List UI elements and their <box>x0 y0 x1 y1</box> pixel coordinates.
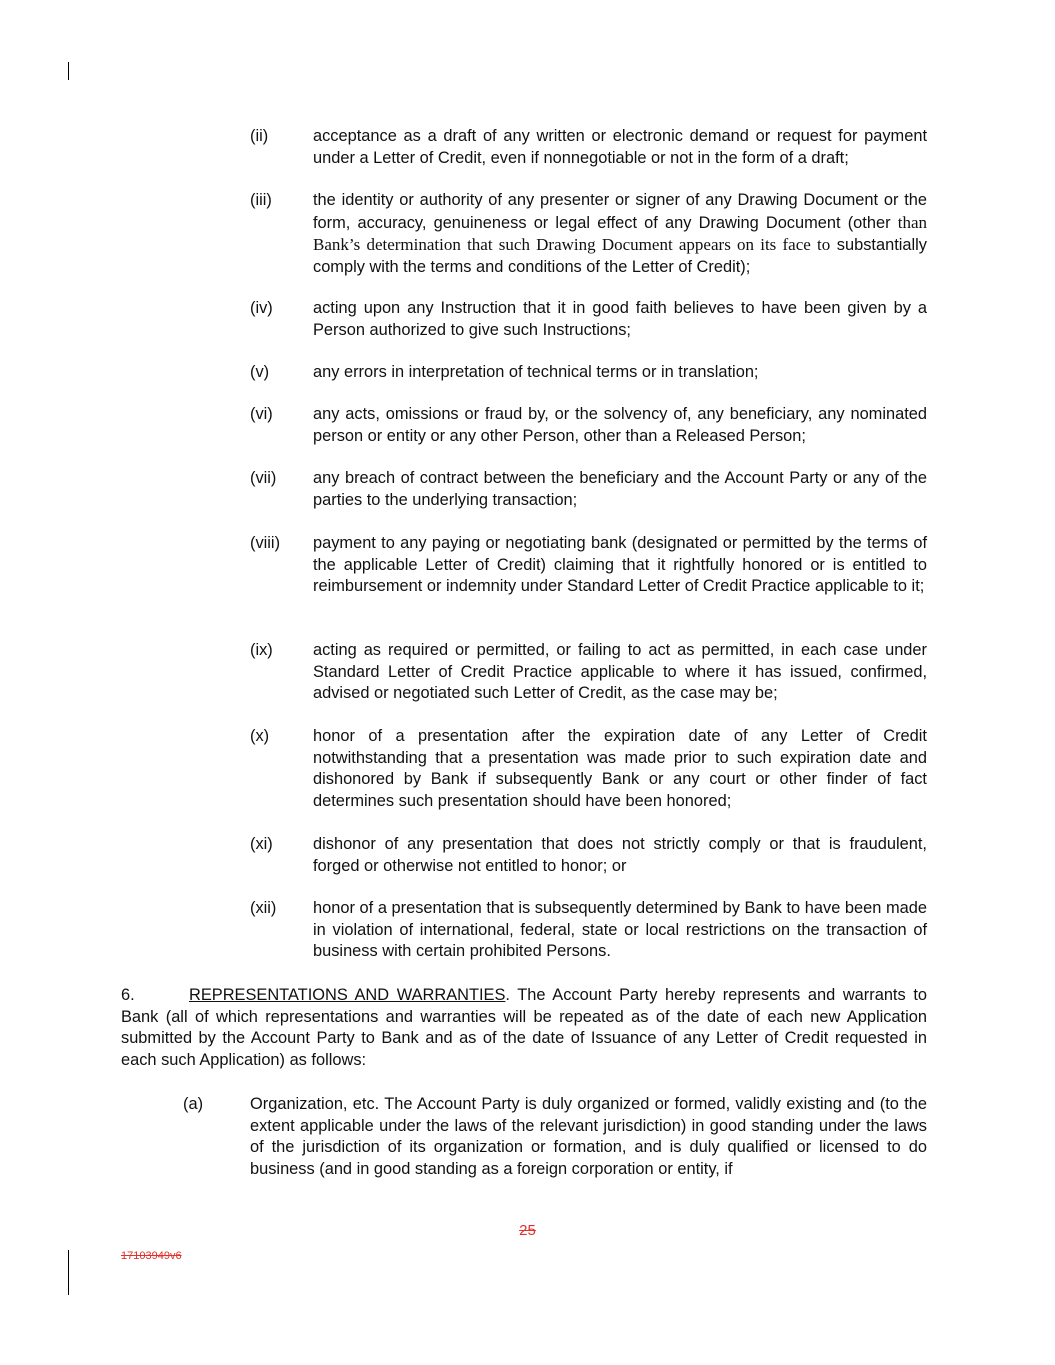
item-text: dishonor of any presentation that does not strictly comply or that is fraudulent, forged or otherwise not entitled to honor; or <box>313 835 927 875</box>
list-item-x <box>250 726 927 812</box>
item-number: (iv) <box>250 299 273 317</box>
item-number: (vii) <box>250 469 277 487</box>
section-heading: REPRESENTATIONS AND WARRANTIES <box>189 986 506 1004</box>
item-number: (viii) <box>250 534 281 552</box>
subitem-a <box>183 1094 927 1180</box>
section-6 <box>121 985 927 1071</box>
subitem-text: Organization, etc. The Account Party is duly organized or formed, validly existing and (to the extent applicable under the laws of the relevant jurisdiction) in good standing under the laws of the jurisdiction of its organization or formation, and is duly qualified or licensed to do business (and in good standing as a foreign corporation or entity, if <box>250 1095 927 1178</box>
list-item-vi <box>250 404 927 447</box>
item-text: any acts, omissions or fraud by, or the solvency of, any beneficiary, any nominated person or entity or any other Person, other than a Released Person; <box>313 405 927 445</box>
page-number: 25 <box>519 1222 536 1239</box>
list-item-ii <box>250 126 927 169</box>
item-text: payment to any paying or negotiating bank (designated or permitted by the terms of the applicable Letter of Credit) claiming that it rightfully honored or is entitled to reimbursement or indemnity under Standard Letter of Credit Practice applicable to it; <box>313 534 927 596</box>
item-text: honor of a presentation after the expiration date of any Letter of Credit notwithstanding that a presentation was made prior to such expiration date and dishonored by Bank if subsequently Bank or any court or other finder of fact determines such presentation should have been honored; <box>313 727 927 810</box>
item-text: any errors in interpretation of technical terms or in translation; <box>313 363 759 381</box>
item-text: acceptance as a draft of any written or electronic demand or request for payment under a Letter of Credit, even if nonnegotiable or not in the form of a draft; <box>313 127 927 167</box>
item-text <box>313 190 927 278</box>
change-bar-bottom <box>68 1250 69 1295</box>
item-text: acting upon any Instruction that it in good faith believes to have been given by a Person authorized to give such Instructions; <box>313 299 927 339</box>
list-item-ix <box>250 640 927 705</box>
list-item-viii <box>250 533 927 598</box>
item-number: (vi) <box>250 405 273 423</box>
document-id: 17103949v6 <box>121 1250 182 1262</box>
item-text-part-b: than Bank’s determination that such Drawing Document appears on its face to <box>313 212 927 255</box>
item-number: (ii) <box>250 127 269 145</box>
item-text: any breach of contract between the beneficiary and the Account Party or any of the parties to the underlying transaction; <box>313 469 927 509</box>
section-body: . The Account Party hereby represents and warrants to Bank (all of which representations and warranties will be repeated as of the date of each new Application submitted by the Account Party to Bank and as of the date of Issuance of any Letter of Credit requested in each such Application) as follows: <box>121 986 927 1069</box>
subitem-number: (a) <box>183 1095 204 1113</box>
item-text: acting as required or permitted, or failing to act as permitted, in each case under Standard Letter of Credit Practice applicable to where it has issued, confirmed, advised or negotiated such Letter of Credit, as the case may be; <box>313 641 927 703</box>
list-item-iv <box>250 298 927 341</box>
list-item-xi <box>250 834 927 877</box>
change-bar-top <box>68 62 69 80</box>
section-number: 6. <box>121 986 135 1004</box>
item-number: (xii) <box>250 899 277 917</box>
item-number: (x) <box>250 727 270 745</box>
list-item-xii <box>250 898 927 963</box>
item-number: (iii) <box>250 191 272 209</box>
list-item-iii <box>250 190 927 278</box>
item-text-part-a: the identity or authority of any presenter or signer of any Drawing Document or the form, accuracy, genuineness or legal effect of any Drawing Document (other <box>313 191 927 232</box>
item-text-part-c: substantially comply with the terms and conditions of the Letter of Credit); <box>313 236 927 276</box>
list-item-vii <box>250 468 927 511</box>
item-number: (xi) <box>250 835 273 853</box>
list-item-v <box>250 362 927 384</box>
item-number: (v) <box>250 363 270 381</box>
item-text: honor of a presentation that is subsequently determined by Bank to have been made in violation of international, federal, state or local restrictions on the transaction of business with certain prohibited Persons. <box>313 899 927 961</box>
item-number: (ix) <box>250 641 273 659</box>
